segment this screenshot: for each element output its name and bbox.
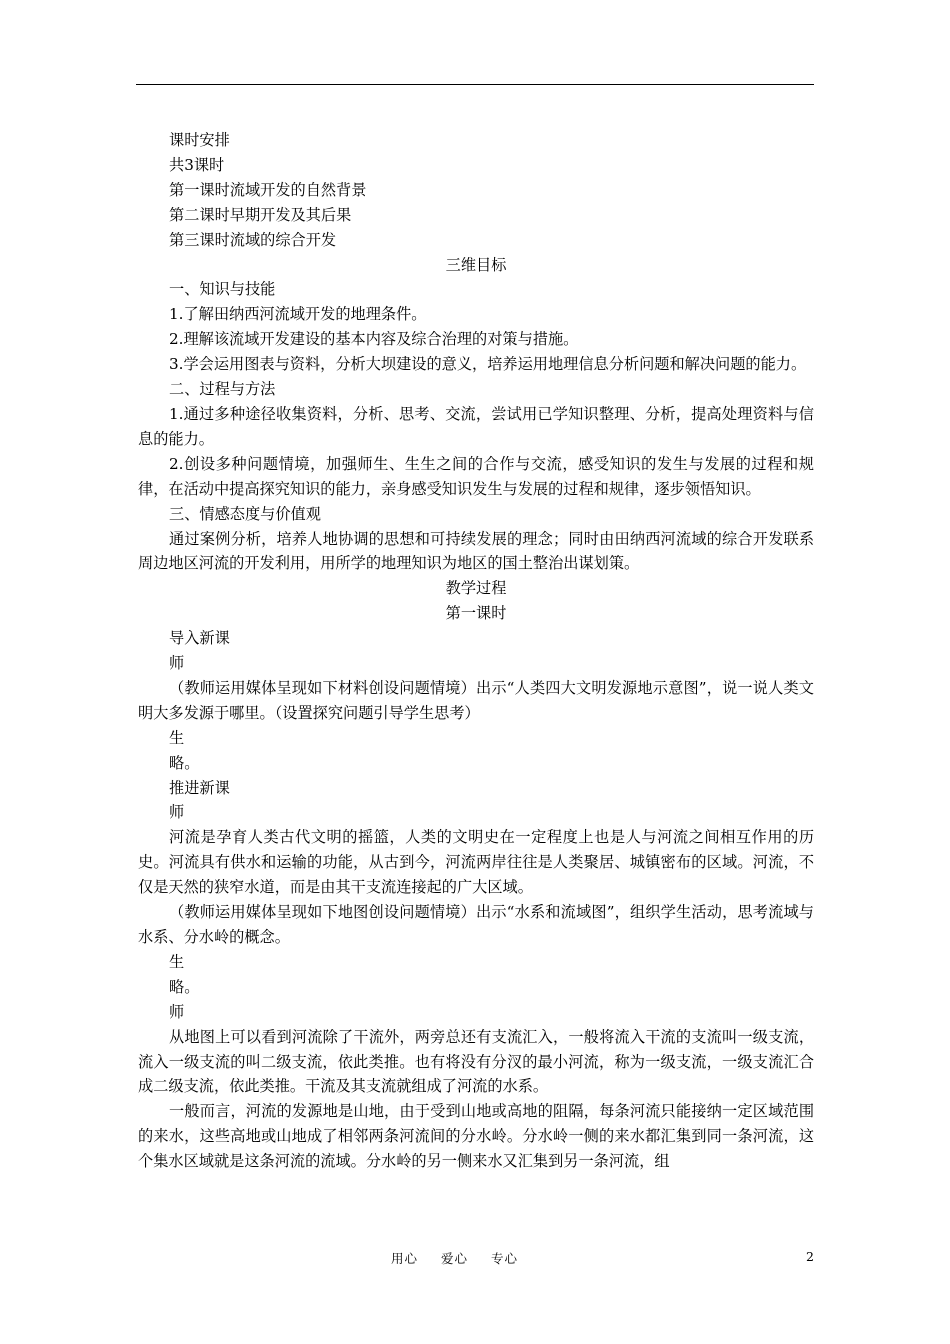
document-body	[138, 128, 814, 1174]
paragraph: 师	[169, 803, 185, 822]
paragraph: 生	[169, 728, 185, 747]
paragraph: 生	[169, 952, 185, 971]
section-heading: 三维目标	[445, 255, 507, 274]
paragraph: 课时安排	[169, 131, 230, 149]
paragraph: 通过案例分析，培养人地协调的思想和可持续发展的理念；同时由田纳西河流域的综合开发联系周边地区河流的开发利用，用所学的地理知识为地区的国土整治出谋划策。	[138, 529, 814, 573]
paragraph: 师	[169, 654, 185, 673]
paragraph: （教师运用媒体呈现如下材料创设问题情境）出示“人类四大文明发源地示意图”，说一说人类文明大多发源于哪里。（设置探究问题引导学生思考）	[138, 678, 814, 722]
section-heading: 教学过程	[445, 579, 507, 598]
paragraph: 二、过程与方法	[169, 380, 276, 399]
paragraph: 导入新课	[169, 629, 230, 648]
paragraph: 师	[169, 1002, 185, 1021]
paragraph: 一般而言，河流的发源地是山地，由于受到山地或高地的阻隔，每条河流只能接纳一定区域范围的来水，这些高地或山地成了相邻两条河流间的分水岭。分水岭一侧的来水都汇集到同一条河流，这个集水区域就是这条河流的流域。分水岭的另一侧来水又汇集到另一条河流，组	[138, 1102, 814, 1171]
paragraph: 推进新课	[169, 778, 230, 797]
paragraph: 1.了解田纳西河流域开发的地理条件。	[169, 305, 427, 324]
paragraph: 略。	[169, 977, 200, 996]
paragraph: 一、知识与技能	[169, 280, 276, 299]
paragraph: 2.创设多种问题情境，加强师生、生生之间的合作与交流，感受知识的发生与发展的过程和规律，在活动中提高探究知识的能力，亲身感受知识发生与发展的过程和规律，逐步领悟知识。	[138, 454, 814, 498]
header-rule	[136, 84, 814, 85]
paragraph: 第二课时早期开发及其后果	[169, 205, 352, 224]
paragraph: 三、情感态度与价值观	[169, 504, 321, 523]
paragraph: 略。	[169, 753, 200, 772]
section-heading: 第一课时	[445, 604, 507, 623]
page-footer	[0, 1249, 950, 1271]
paragraph: 2.理解该流域开发建设的基本内容及综合治理的对策与措施。	[169, 330, 579, 349]
footer-motto: 用心 爱心 专心	[391, 1251, 518, 1266]
paragraph: 从地图上可以看到河流除了干流外，两旁总还有支流汇入，一般将流入干流的支流叫一级支流，流入一级支流的叫二级支流，依此类推。也有将没有分汊的最小河流，称为一级支流，一级支流汇合成二级支流，依此类推。干流及其支流就组成了河流的水系。	[138, 1027, 814, 1096]
paragraph: （教师运用媒体呈现如下地图创设问题情境）出示“水系和流域图”，组织学生活动，思考流域与水系、分水岭的概念。	[138, 903, 814, 946]
paragraph: 第一课时流域开发的自然背景	[169, 180, 367, 199]
paragraph: 1.通过多种途径收集资料，分析、思考、交流，尝试用已学知识整理、分析，提高处理资料与信息的能力。	[138, 404, 814, 448]
page-number: 2	[806, 1249, 814, 1264]
paragraph: 共3课时	[169, 155, 225, 174]
paragraph: 第三课时流域的综合开发	[169, 230, 337, 249]
paragraph: 3.学会运用图表与资料，分析大坝建设的意义，培养运用地理信息分析问题和解决问题的能力。	[169, 355, 807, 374]
paragraph: 河流是孕育人类古代文明的摇篮，人类的文明史在一定程度上也是人与河流之间相互作用的历史。河流具有供水和运输的功能，从古到今，河流两岸往往是人类聚居、城镇密布的区域。河流，不仅是天然的狭窄水道，而是由其干支流连接起的广大区域。	[138, 828, 814, 897]
